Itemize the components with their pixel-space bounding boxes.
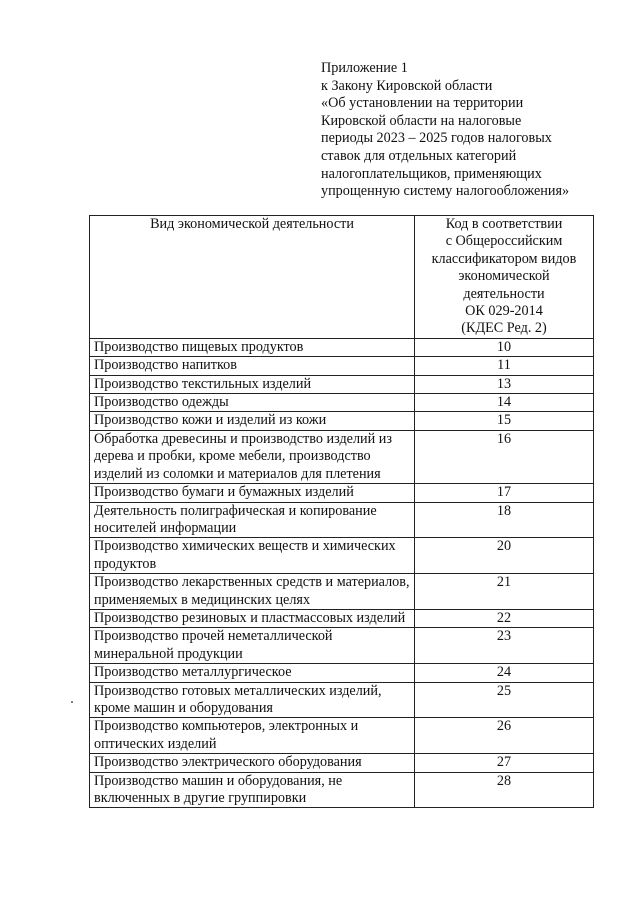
- activity-cell: Производство лекарственных средств и материалов, применяемых в медицинских целях: [90, 574, 415, 610]
- table-row: [90, 682, 594, 718]
- code-cell: 21: [415, 574, 594, 610]
- appendix-caption: [321, 60, 621, 201]
- activity-cell: Производство текстильных изделий: [90, 375, 415, 393]
- activity-cell: Производство металлургическое: [90, 664, 415, 682]
- table-row: [90, 538, 594, 574]
- appendix-line: к Закону Кировской области: [321, 77, 493, 94]
- table-row: [90, 772, 594, 808]
- activity-cell: Производство пищевых продуктов: [90, 338, 415, 356]
- table-row: [90, 338, 594, 356]
- activity-cell: Производство готовых металлических изделий, кроме машин и оборудования: [90, 682, 415, 718]
- header-activity: Вид экономической деятельности: [90, 216, 415, 339]
- header-code-line: деятельности: [463, 285, 545, 302]
- scan-speck: [71, 701, 73, 703]
- activity-cell: Производство кожи и изделий из кожи: [90, 412, 415, 430]
- activity-cell: Производство прочей неметаллической минеральной продукции: [90, 628, 415, 664]
- table-row: [90, 664, 594, 682]
- table-row: [90, 718, 594, 754]
- table-header-row: [90, 216, 594, 339]
- appendix-line: упрощенную систему налогообложения»: [321, 183, 570, 200]
- code-cell: 26: [415, 718, 594, 754]
- header-code: [415, 216, 594, 339]
- code-cell: 16: [415, 430, 594, 483]
- table-row: [90, 412, 594, 430]
- code-cell: 24: [415, 664, 594, 682]
- code-cell: 10: [415, 338, 594, 356]
- activity-cell: Деятельность полиграфическая и копирование носителей информации: [90, 502, 415, 538]
- header-code-line: (КДЕС Ред. 2): [461, 320, 547, 337]
- table-row: [90, 754, 594, 772]
- table-row: [90, 375, 594, 393]
- activity-cell: Производство химических веществ и химических продуктов: [90, 538, 415, 574]
- code-cell: 14: [415, 394, 594, 412]
- code-cell: 17: [415, 484, 594, 502]
- activity-cell: Производство электрического оборудования: [90, 754, 415, 772]
- table-row: [90, 609, 594, 627]
- activity-cell: Производство напитков: [90, 357, 415, 375]
- code-cell: 23: [415, 628, 594, 664]
- code-cell: 18: [415, 502, 594, 538]
- appendix-line: Кировской области на налоговые: [321, 112, 522, 129]
- activity-cell: Обработка древесины и производство изделий из дерева и пробки, кроме мебели, производство изделий из соломки и материалов для плетения: [90, 430, 415, 483]
- activity-cell: Производство машин и оборудования, не включенных в другие группировки: [90, 772, 415, 808]
- header-code-line: ОК 029-2014: [465, 303, 543, 320]
- table-row: [90, 357, 594, 375]
- activity-cell: Производство резиновых и пластмассовых изделий: [90, 609, 415, 627]
- code-cell: 25: [415, 682, 594, 718]
- table-row: [90, 430, 594, 483]
- code-cell: 28: [415, 772, 594, 808]
- code-cell: 11: [415, 357, 594, 375]
- code-cell: 13: [415, 375, 594, 393]
- appendix-line: периоды 2023 – 2025 годов налоговых: [321, 130, 552, 147]
- table-row: [90, 484, 594, 502]
- appendix-line: Приложение 1: [321, 60, 408, 76]
- header-code-line: классификатором видов: [431, 250, 577, 267]
- code-cell: 27: [415, 754, 594, 772]
- activity-codes-table: [89, 215, 594, 808]
- header-code-line: экономической: [458, 268, 550, 285]
- code-cell: 15: [415, 412, 594, 430]
- activity-cell: Производство бумаги и бумажных изделий: [90, 484, 415, 502]
- code-cell: 20: [415, 538, 594, 574]
- table-row: [90, 502, 594, 538]
- appendix-line: «Об установлении на территории: [321, 95, 524, 112]
- table-row: [90, 628, 594, 664]
- appendix-line: налогоплательщиков, применяющих: [321, 165, 542, 182]
- activity-cell: Производство одежды: [90, 394, 415, 412]
- code-cell: 22: [415, 609, 594, 627]
- appendix-line: ставок для отдельных категорий: [321, 147, 517, 164]
- table-row: [90, 394, 594, 412]
- header-code-line: с Общероссийским: [445, 233, 563, 250]
- header-code-line: Код в соответствии: [445, 216, 563, 232]
- table-row: [90, 574, 594, 610]
- activity-cell: Производство компьютеров, электронных и оптических изделий: [90, 718, 415, 754]
